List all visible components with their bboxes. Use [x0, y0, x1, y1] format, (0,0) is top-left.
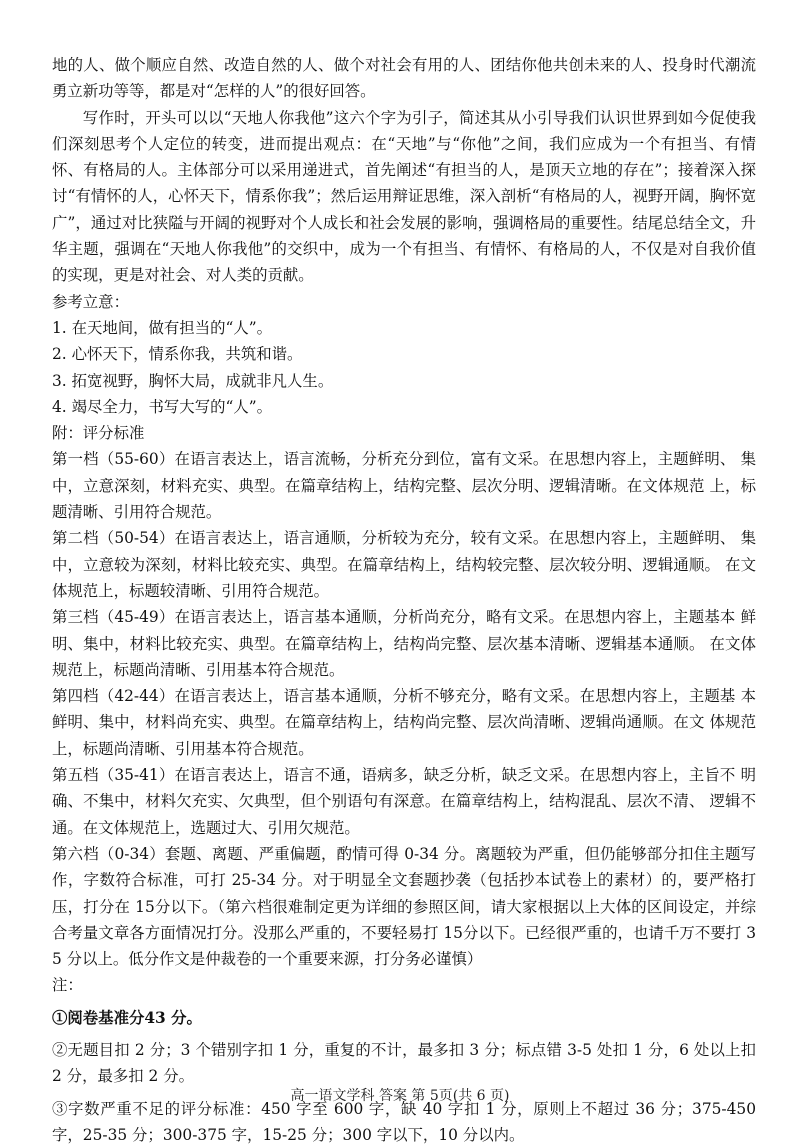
grade-level-4: 第四档（42-44）在语言表达上，语言基本通顺，分析不够充分，略有文采。在思想内容上，主题基 本鲜明、集中，材料尚充实、典型。在篇章结构上，结构尚完整、层次尚清晰、逻辑尚通顺。在文 体规范上，标题尚清晰、引用基本符合规范。 — [52, 687, 756, 758]
page-footer: 高一语文学科 答案 第 5页(共 6 页) — [290, 1088, 510, 1104]
reference-ideas-heading: 参考立意： — [52, 292, 129, 311]
paragraph-continued: 地的人、做个顺应自然、改造自然的人、做个对社会有用的人、团结你他共创未来的人、投身时代潮流勇立新功等等，都是对“怎样的人”的很好回答。 — [52, 56, 756, 101]
answer-document-body — [52, 52, 756, 1148]
grade-level-2: 第二档（50-54）在语言表达上，语言通顺，分析较为充分，较有文采。在思想内容上，主题鲜明、 集中，立意较为深刻，材料比较充实、典型。在篇章结构上，结构较完整、层次较分明、逻辑通顺。 在文体规范上，标题较清晰、引用符合规范。 — [52, 529, 756, 600]
reference-idea-3: 3. 拓宽视野，胸怀大局，成就非凡人生。 — [52, 371, 334, 390]
grade-level-5: 第五档（35-41）在语言表达上，语言不通，语病多，缺乏分析，缺乏文采。在思想内容上，主旨不 明确、不集中，材料欠充实、欠典型，但个别语句有深意。在篇章结构上，结构混乱、层次不清、 逻辑不通。在文体规范上，选题过大、引用欠规范。 — [52, 766, 756, 837]
reference-idea-1: 1. 在天地间，做有担当的“人”。 — [52, 318, 273, 337]
reference-idea-4: 4. 竭尽全力，书写大写的“人”。 — [52, 397, 273, 416]
note-1-baseline-score: ①阅卷基准分43 分。 — [52, 1008, 202, 1027]
grade-level-3: 第三档（45-49）在语言表达上，语言基本通顺，分析尚充分，略有文采。在思想内容上，主题基本 鲜明、集中，材料比较充实、典型。在篇章结构上，结构尚完整、层次基本清晰、逻辑基本通顺。 在文体规范上，标题尚清晰、引用基本符合规范。 — [52, 608, 756, 679]
reference-idea-2: 2. 心怀天下，情系你我，共筑和谐。 — [52, 345, 303, 364]
notes-heading: 注： — [52, 976, 83, 995]
grading-standard-heading: 附：评分标准 — [52, 424, 145, 443]
grade-level-6: 第六档（0-34）套题、离题、严重偏题，酌情可得 0-34 分。离题较为严重，但仍能够部分扣住主题写作，字数符合标准，可打 25-34 分。对于明显全文套题抄袭（包括抄本试卷上的素材）的，要严格打压，打分在 15分以下。（第六档很难制定更为详细的参照区间，请大家根据以上大体的区间设定，并综合考量文章各方面情况打分。没那么严重的，不要轻易打 15分以下。已经很严重的，也请千万不要打 35 分以上。低分作文是仲裁卷的一个重要来源，打分务必谨慎） — [52, 844, 756, 969]
note-3-word-count: ③字数严重不足的评分标准：450 字至 600 字，缺 40 字扣 1 分，原则上不超过 36 分；375-450 字，25-35 分；300-375 字，15-25 分；300 字以下，10 分以内。 — [52, 1099, 756, 1144]
paragraph-writing-guidance: 写作时，开头可以以“天地人你我他”这六个字为引子，简述其从小引导我们认识世界到如今促使我们深刻思考个人定位的转变，进而提出观点：在“天地”与“你他”之间，我们应成为一个有担当、有情怀、有格局的人。主体部分可以采用递进式，首先阐述“有担当的人，是顶天立地的存在”；接着深入探讨“有情怀的人，心怀天下，情系你我”；然后运用辩证思维，深入剖析“有格局的人，视野开阔，胸怀宽广”，通过对比狭隘与开阔的视野对个人成长和社会发展的影响，强调格局的重要性。结尾总结全文，升华主题，强调在“天地人你我他”的交织中，成为一个有担当、有情怀、有格局的人，不仅是对自我价值的实现，更是对社会、对人类的贡献。 — [52, 108, 756, 285]
grade-level-1: 第一档（55-60）在语言表达上，语言流畅，分析充分到位，富有文采。在思想内容上，主题鲜明、 集中，立意深刻，材料充实、典型。在篇章结构上，结构完整、层次分明、逻辑清晰。在文体规范 上，标题清晰、引用符合规范。 — [52, 450, 756, 522]
note-2-deductions: ②无题目扣 2 分；3 个错别字扣 1 分，重复的不计，最多扣 3 分；标点错 3-5 处扣 1 分，6 处以上扣 2 分，最多扣 2 分。 — [52, 1040, 756, 1086]
